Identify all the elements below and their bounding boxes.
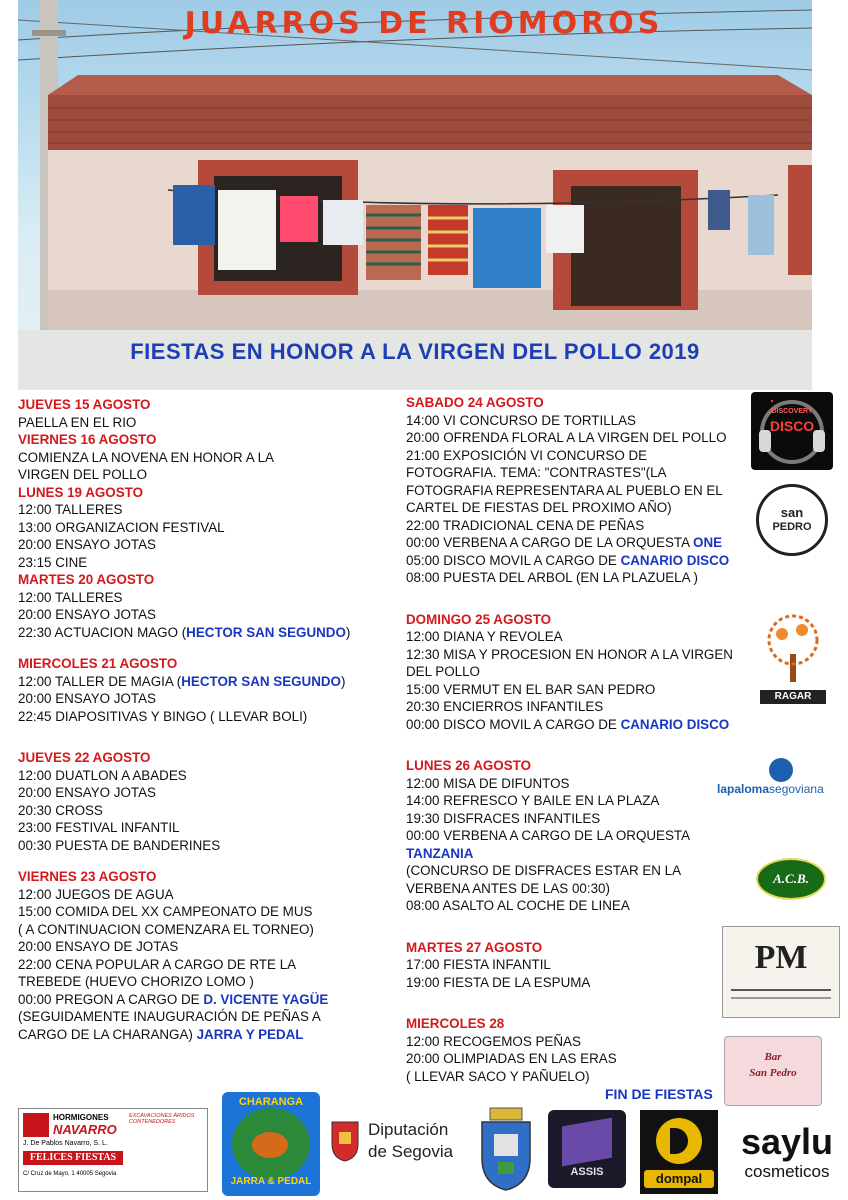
de-segovia-text: de Segovia [368,1142,454,1161]
event-text: ) [340,673,346,689]
day-date: MARTES 27 AGOSTO [406,939,543,955]
event: 12:00 MISA DE DIFUNTOS [406,775,570,791]
page-title: JUARROS DE RIOMOROS [184,6,664,41]
event: 12:00 RECOGEMOS PEÑAS [406,1033,581,1049]
day-date: JUEVES 15 AGOSTO [18,397,151,412]
felices-text: FELICES FIESTAS [29,1152,117,1163]
event: 12:30 MISA Y PROCESION EN HONOR A LA VIRGEN DEL POLLO [406,646,733,679]
day-block [406,939,751,992]
event: 13:00 ORGANIZACION FESTIVAL [18,519,225,535]
event: 00:30 PUESTA DE BANDERINES [18,837,221,853]
paloma-text-part1: lapaloma [717,782,770,796]
event-text: 00:00 VERBENA A CARGO DE LA ORQUESTA [406,535,694,550]
discovery-text: DISCOVERY [771,408,813,415]
disco-name: CANARIO DISCO [620,552,730,568]
event: 20:00 ENSAYO DE JOTAS [18,939,179,954]
event [18,673,378,691]
event: 12:00 JUEGOS DE AGUA [18,886,174,902]
diputacion-segovia-logo [330,1110,462,1172]
event: 20:00 OFRENDA FLORAL A LA VIRGEN DEL POLLO [406,430,727,445]
event: PAELLA EN EL RIO [18,414,137,430]
event [406,552,751,570]
saylu-text: saylu [740,1122,834,1162]
day-date: LUNES 19 AGOSTO [18,484,144,500]
event: 20:00 OLIMPIADAS EN LAS ERAS [406,1051,617,1066]
san-pedro-association-logo [756,484,828,556]
event: 21:00 EXPOSICIÓN VI CONCURSO DE FOTOGRAFIA. TEMA: "CONTRASTES"(LA FOTOGRAFIA REPRESENTARA AL PUEBLO EN EL CARTEL DE FIESTAS DEL PROXIMO AÑO) [406,447,723,515]
pregonero-name: D. VICENTE YAGÜE [203,991,329,1007]
day-date: DOMINGO 25 AGOSTO [406,611,552,627]
performer-name: HECTOR SAN SEGUNDO [186,624,346,640]
event-text: 22:30 ACTUACION MAGO ( [18,624,187,640]
event: 15:00 COMIDA DEL XX CAMPEONATO DE MUS [18,904,313,919]
la-paloma-segoviana-logo [717,758,845,798]
san-text: san [780,505,804,520]
event [406,716,751,734]
event: 20:00 ENSAYO JOTAS [18,537,156,552]
event: 12:00 TALLERES [18,589,123,605]
assis-text: ASSIS [570,1166,604,1178]
san-pedro-text: San Pedro [749,1067,797,1079]
event-text: 12:00 TALLER DE MAGIA ( [18,673,182,689]
discovery-disco-logo [751,392,833,470]
event [18,624,378,642]
coat-of-arms-icon [474,1104,538,1194]
day-block [18,749,378,854]
navarro-address: C/ Cruz de Mayo, 1 40005 Segovia [23,1171,117,1177]
ragar-logo [754,610,832,712]
shield-icon [330,1118,360,1162]
paloma-circle-icon [769,758,793,782]
day-date: VIERNES 16 AGOSTO [18,432,157,447]
event: 20:30 CROSS [18,802,103,818]
event: ( LLEVAR SACO Y PAÑUELO) [406,1068,590,1084]
bar-text: Bar [764,1051,782,1063]
event: 08:00 ASALTO AL COCHE DE LINEA [406,898,630,913]
disco-text: DISCO [769,418,815,434]
event: 12:00 DIANA Y REVOLEA [406,629,563,644]
day-block [406,757,751,915]
event: TREBEDE (HUEVO CHORIZO LOMO ) [18,974,254,989]
ragar-text: RAGAR [774,691,812,702]
day-block [406,394,751,587]
event: ( A CONTINUACION COMENZARA EL TORNEO) [18,921,314,937]
event: 19:00 FIESTA DE LA ESPUMA [406,974,591,990]
event: 20:30 ENCIERROS INFANTILES [406,699,604,714]
day-date: JUEVES 22 AGOSTO [18,750,151,765]
tree-icon [754,610,832,690]
hormigones-navarro-logo [18,1108,208,1192]
pedro-text: PEDRO [772,521,812,533]
day-block [406,611,751,734]
program-left-column [18,396,378,1043]
event: 22:00 TRADICIONAL CENA DE PEÑAS [406,517,645,533]
program-right-column [406,394,751,1085]
orquesta-name: TANZANIA [406,845,474,861]
day-date: VIERNES 23 AGOSTO [18,869,157,884]
saylu-cosmeticos-logo [733,1122,841,1188]
end-of-festival-label: FIN DE FIESTAS [605,1086,713,1102]
event: 22:00 CENA POPULAR A CARGO DE RTE LA [18,956,297,972]
event: (CONCURSO DE DISFRACES ESTAR EN LA VERBENA ANTES DE LAS 00:30) [406,863,681,896]
event: 23:15 CINE [18,554,88,570]
paloma-text-part2: segoviana [769,782,824,796]
header-photo [18,0,812,390]
event: 14:00 REFRESCO Y BAILE EN LA PLAZA [406,793,660,808]
day-block [18,484,378,572]
charanga-name: JARRA Y PEDAL [196,1026,304,1042]
paloma-text [717,782,845,796]
disco-name: CANARIO DISCO [620,716,730,732]
diputacion-text: Diputación [368,1120,449,1139]
day-date: LUNES 26 AGOSTO [406,758,532,773]
navarro-brand: NAVARRO [53,1122,117,1137]
assis-logo [548,1110,626,1188]
bar-san-pedro-logo [724,1036,822,1106]
dompal-label-bar [644,1170,714,1188]
day-date: MIERCOLES 21 AGOSTO [18,656,178,671]
event: 00:00 VERBENA A CARGO DE LA ORQUESTA [406,828,691,843]
jarra-pedal-text: JARRA & PEDAL [230,1176,312,1187]
event-text: 00:00 DISCO MOVIL A CARGO DE [406,716,621,732]
event: COMIENZA LA NOVENA EN HONOR A LA VIRGEN DEL POLLO [18,449,274,482]
navarro-line2: J. De Pablos Navarro, S. L. [23,1140,108,1147]
day-block [406,1015,751,1085]
dompal-text: dompal [655,1171,703,1186]
ragar-label-bar [760,690,826,704]
charanga-figure-icon [252,1132,288,1158]
event: 20:00 ENSAYO JOTAS [18,691,156,706]
municipal-coat-of-arms [474,1104,538,1194]
day-block [18,655,378,725]
charanga-text: CHARANGA [238,1096,304,1108]
event: 12:00 TALLERES [18,502,123,517]
acb-logo [756,858,826,900]
day-block [18,396,378,431]
event: 22:45 DIAPOSITIVAS Y BINGO ( LLEVAR BOLI) [18,708,308,724]
felices-bar [23,1151,123,1165]
event: (SEGUIDAMENTE INAUGURACIÓN DE PEÑAS A [18,1009,321,1024]
pm-logo [722,926,840,1018]
day-block [18,431,378,484]
day-date: SABADO 24 AGOSTO [406,395,544,410]
navarro-n-icon [23,1113,49,1137]
dompal-logo [640,1110,718,1194]
event [18,1026,378,1044]
charanga-jarra-pedal-logo [222,1092,320,1196]
event [406,534,751,552]
navarro-line1: HORMIGONES [53,1113,109,1122]
event: 14:00 VI CONCURSO DE TORTILLAS [406,412,636,428]
day-date: MARTES 20 AGOSTO [18,572,155,587]
house-illustration [18,0,812,390]
day-block [18,868,378,1043]
event-text: 00:00 PREGON A CARGO DE [18,991,204,1007]
event: 20:00 ENSAYO JOTAS [18,785,156,800]
pm-text: PM [754,939,808,976]
day-block [18,571,378,641]
pm-rule [731,989,831,991]
acb-text: A.C.B. [773,871,809,886]
event: 12:00 DUATLON A ABADES [18,767,187,783]
day-date: MIERCOLES 28 [406,1016,505,1031]
event: 08:00 PUESTA DEL ARBOL (EN LA PLAZUELA ) [406,570,698,585]
event: 19:30 DISFRACES INFANTILES [406,810,601,826]
pm-rule [731,997,831,999]
event: 23:00 FESTIVAL INFANTIL [18,820,180,835]
page-subtitle: FIESTAS EN HONOR A LA VIRGEN DEL POLLO 2019 [130,339,700,364]
event: 20:00 ENSAYO JOTAS [18,607,156,622]
event-text: 05:00 DISCO MOVIL A CARGO DE [406,552,621,568]
assis-mark [562,1118,612,1167]
navarro-side: EXCAVACIONES ÁRIDOS CONTENEDORES [129,1113,195,1125]
orquesta-name: ONE [693,535,723,550]
event: 15:00 VERMUT EN EL BAR SAN PEDRO [406,681,656,697]
event-text: CARGO DE LA CHARANGA) [18,1026,197,1042]
event-text: ) [345,624,351,640]
performer-name: HECTOR SAN SEGUNDO [181,673,341,689]
event: 17:00 FIESTA INFANTIL [406,957,551,972]
cosmeticos-text: cosmeticos [744,1162,830,1181]
event [18,991,378,1009]
